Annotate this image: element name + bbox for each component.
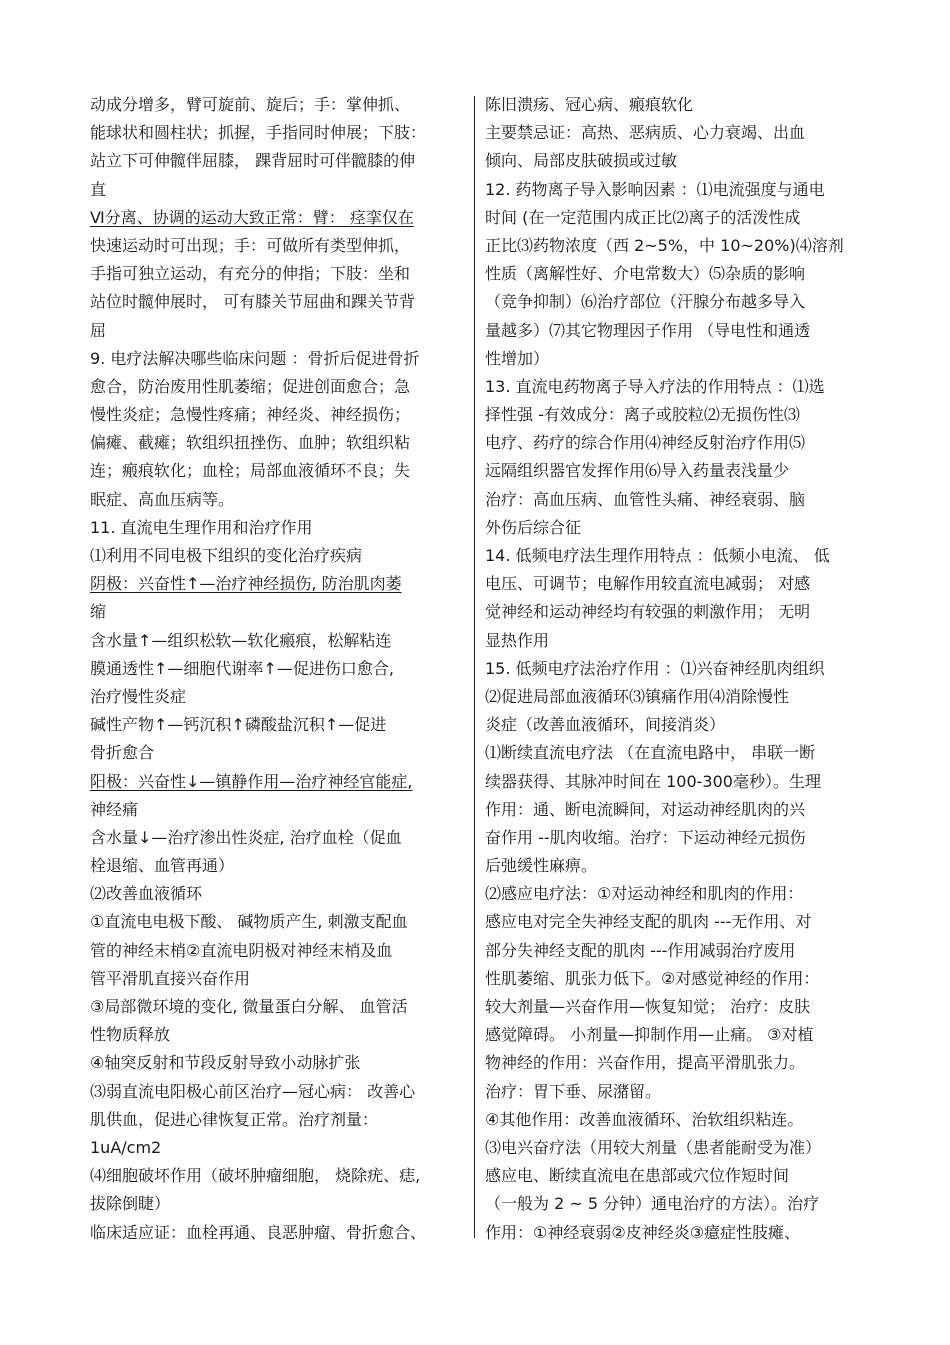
text-line: ⑴利用不同电极下组织的变化治疗疾病 (90, 546, 363, 565)
text-line: 电疗、药疗的综合作用⑷神经反射治疗作用⑸ (485, 433, 806, 453)
text-line: ⑵促进局部血液循环⑶镇痛作用⑷消除慢性 (485, 686, 790, 706)
text-line: 15. 低频电疗法治疗作用 ：⑴兴奋神经肌肉组织 (485, 658, 825, 678)
text-line: 感应电、断续直流电在患部或穴位作短时间 (485, 1166, 790, 1186)
text-line: 9. 电疗法解决哪些临床问题 ：骨折后促进骨折 (90, 348, 420, 368)
text-line: 神经痛 (90, 799, 139, 819)
text-line: 快速运动时可出现；手：可做所有类型伸抓， (90, 235, 411, 255)
text-line: ⑵改善血液循环 (90, 884, 203, 904)
text-line: 动成分增多，臂可旋前、旋后；手：掌伸抓、 (90, 95, 411, 114)
text-line: 栓退缩、血管再通） (90, 856, 235, 876)
text-line: Ⅵ分离、协调的运动大致正常：臂： 痉挛仅在 (90, 207, 414, 227)
text-line: 拔除倒睫） (90, 1194, 171, 1214)
text-line: 管平滑肌直接兴奋作用 (90, 968, 251, 988)
text-line: 偏瘫、截瘫；软组织扭挫伤、血肿；软组织粘 (90, 433, 411, 453)
text-line: 12. 药物离子导入影响因素 ：⑴电流强度与通电 (485, 179, 825, 199)
text-line: 13. 直流电药物离子导入疗法的作用特点 ：⑴选 (485, 376, 825, 396)
column-divider (474, 96, 475, 1238)
text-line: 感觉障碍。 小剂量—抑制作用—止痛。 ③对植 (485, 1025, 814, 1045)
text-line: 治疗：高血压病、血管性头痛、神经衰弱、脑 (485, 489, 806, 509)
text-line: ⑶弱直流电阳极心前区治疗—冠心病： 改善心 (90, 1081, 416, 1101)
text-line: 连；瘢痕软化；血栓；局部血液循环不良；失 (90, 461, 411, 481)
text-line: 缩 (90, 602, 107, 622)
right-text-column (485, 91, 865, 1247)
left-text-column (90, 91, 470, 1247)
text-line: 择性强 -有效成分：离子或胶粒⑵无损伤性⑶ (485, 405, 800, 425)
text-line: 治疗慢性炎症 (90, 686, 187, 706)
text-line: 性肌萎缩、肌张力低下。②对感觉神经的作用： (485, 968, 820, 988)
text-line: 后弛缓性麻痹。 (485, 856, 598, 876)
text-line: 碱性产物↑—钙沉积↑磷酸盐沉积↑—促进 (90, 715, 387, 735)
text-line: 屈 (90, 320, 107, 340)
text-line: 膜通透性↑—细胞代谢率↑—促进伤口愈合, (90, 658, 394, 678)
text-line: 倾向、局部皮肤破损或过敏 (485, 151, 678, 171)
text-line: 1uA/cm2 (90, 1137, 162, 1157)
text-line: 正比⑶药物浓度（西 2~5%，中 10~20%)⑷溶剂 (485, 235, 844, 255)
text-line: 时间 (在一定范围内成正比⑵离子的活泼性成 (485, 207, 801, 227)
text-line: 14. 低频电疗法生理作用特点 ：低频小电流、 低 (485, 546, 830, 565)
text-line: 作用：通、断电流瞬间，对运动神经肌肉的兴 (485, 799, 806, 819)
text-line: 11. 直流电生理作用和治疗作用 (90, 517, 313, 537)
text-line: 觉神经和运动神经均有较强的刺激作用； 无明 (485, 602, 811, 622)
text-line: ⑵感应电疗法：①对运动神经和肌肉的作用： (485, 884, 804, 904)
text-line: ⑷细胞破坏作用（破坏肿瘤细胞， 烧除疣、痣, (90, 1166, 421, 1186)
text-line: （一般为 2 ~ 5 分钟）通电治疗的方法）。治疗 (485, 1194, 820, 1214)
text-line: ⑴断续直流电疗法 （在直流电路中， 串联一断 (485, 743, 816, 763)
text-line: 陈旧溃疡、冠心病、瘢痕软化 (485, 95, 694, 114)
text-line: 手指可独立运动，有充分的伸指；下肢：坐和 (90, 264, 411, 284)
text-line: ③局部微环境的变化, 微量蛋白分解、 血管活 (90, 997, 408, 1016)
text-line: ⑶电兴奋疗法（用较大剂量（患者能耐受为准） (485, 1137, 822, 1157)
text-line: 含水量↓—治疗渗出性炎症, 治疗血栓（促血 (90, 827, 402, 847)
text-line: 感应电对完全失神经支配的肌肉 ---无作用、对 (485, 912, 812, 932)
text-line: 物神经的作用：兴奋作用，提高平滑肌张力。 (485, 1053, 806, 1073)
text-line: 眠症、高血压病等。 (90, 489, 235, 509)
text-line: ①直流电电极下酸、 碱物质产生, 刺激支配血 (90, 912, 408, 932)
text-line: 管的神经末梢②直流电阴极对神经末梢及血 (90, 940, 393, 960)
text-line: 肌供血，促进心律恢复正常。治疗剂量： (90, 1109, 379, 1129)
text-line: 显热作用 (485, 630, 550, 650)
text-line: 性质（离解性好、介电常数大）⑸杂质的影响 (485, 264, 806, 284)
text-line: ④轴突反射和节段反射导致小动脉扩张 (90, 1053, 361, 1073)
text-line: 性物质释放 (90, 1025, 171, 1045)
text-line: 量越多）⑺其它物理因子作用 （导电性和通透 (485, 320, 811, 340)
text-line: 能球状和圆柱状；抓握，手指同时伸展；下肢： (90, 123, 427, 143)
text-line: （竞争抑制）⑹治疗部位（汗腺分布越多导入 (485, 292, 806, 312)
text-line: 电压、可调节；电解作用较直流电减弱； 对感 (485, 574, 811, 594)
text-line: 主要禁忌证：高热、恶病质、心力衰竭、出血 (485, 123, 806, 143)
text-line: 骨折愈合 (90, 743, 155, 763)
text-line: 炎症（改善血液循环，间接消炎） (485, 715, 726, 735)
text-line: 治疗：胃下垂、尿潴留。 (485, 1081, 662, 1101)
text-line: 阴极：兴奋性↑—治疗神经损伤, 防治肌肉萎 (90, 574, 402, 594)
text-line: 续器获得、其脉冲时间在 100-300毫秒）。生理 (485, 771, 821, 791)
text-line: ④其他作用：改善血液循环、治软组织粘连。 (485, 1109, 804, 1129)
text-line: 较大剂量—兴奋作用—恢复知觉； 治疗：皮肤 (485, 997, 811, 1016)
text-line: 部分失神经支配的肌肉 ---作用减弱治疗废用 (485, 940, 796, 960)
text-line: 含水量↑—组织松软—软化瘢痕，松解粘连 (90, 630, 392, 650)
text-line: 阳极：兴奋性↓—镇静作用—治疗神经官能症, (90, 771, 413, 791)
text-line: 远隔组织器官发挥作用⑹导入药量表浅量少 (485, 461, 790, 481)
text-line: 站立下可伸髋伴屈膝， 踝背屈时可伴髋膝的伸 (90, 151, 416, 171)
text-line: 愈合，防治废用性肌萎缩；促进创面愈合；急 (90, 376, 411, 396)
text-line: 外伤后综合征 (485, 517, 582, 537)
text-line: 站位时髋伸展时， 可有膝关节屈曲和踝关节背 (90, 292, 416, 312)
text-line: 直 (90, 179, 107, 199)
text-line: 慢性炎症；急慢性疼痛；神经炎、神经损伤； (90, 405, 411, 425)
text-line: 临床适应证：血栓再通、良恶肿瘤、骨折愈合、 (90, 1222, 427, 1242)
text-line: 作用：①神经衰弱②皮神经炎③癔症性肢瘫、 (485, 1222, 801, 1242)
text-line: 性增加） (485, 348, 550, 368)
text-line: 奋作用 --肌肉收缩。治疗：下运动神经元损伤 (485, 827, 806, 847)
